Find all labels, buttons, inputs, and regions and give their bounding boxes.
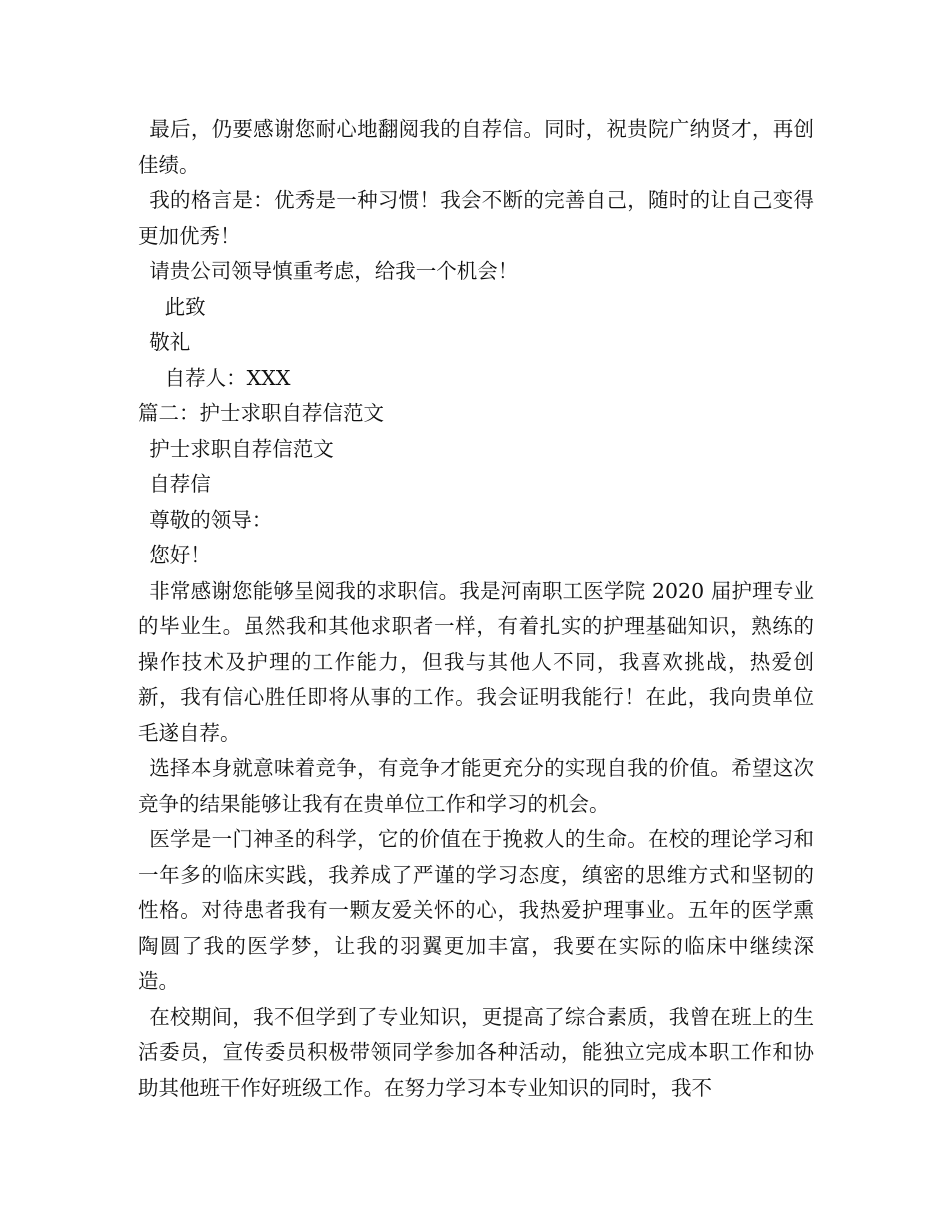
paragraph-competition: 选择本身就意味着竞争，有竞争才能更充分的实现自我的价值。希望这次竞争的结果能够让我有在贵单位工作和学习的机会。 xyxy=(138,756,814,816)
letter-hello: 您好！ xyxy=(149,543,211,567)
document-body xyxy=(138,112,814,1106)
letter-greeting: 尊敬的领导： xyxy=(149,507,273,532)
signature-line: 自荐人：XXX xyxy=(164,365,291,390)
section-heading: 篇二：护士求职自荐信范文 xyxy=(138,401,384,425)
salutation-jingli: 敬礼 xyxy=(149,330,191,354)
paragraph-school: 在校期间，我不但学到了专业知识，更提高了综合素质，我曾在班上的生活委员，宣传委员积极带领同学参加各种活动，能独立完成本职工作和协助其他班干作好班级工作。在努力学习本专业知识的同时，我不 xyxy=(138,1004,814,1100)
salutation-cizhi: 此致 xyxy=(164,294,206,319)
paragraph-introduction: 非常感谢您能够呈阅我的求职信。我是河南职工医学院 2020 届护理专业的毕业生。虽然我和其他求职者一样，有着扎实的护理基础知识，熟练的操作技术及护理的工作能力，但我与其他人不同，我喜欢挑战，热爱创新，我有信心胜任即将从事的工作。我会证明我能行！在此，我向贵单位毛遂自荐。 xyxy=(138,578,814,745)
paragraph-medicine: 医学是一门神圣的科学，它的价值在于挽救人的生命。在校的理论学习和一年多的临床实践，我养成了严谨的学习态度，缜密的思维方式和坚韧的性格。对待患者我有一颗友爱关怀的心，我热爱护理事业。五年的医学熏陶圆了我的医学梦，让我的羽翼更加丰富，我要在实际的临床中继续深造。 xyxy=(138,827,814,993)
paragraph-closing-thanks: 最后，仍要感谢您耐心地翻阅我的自荐信。同时，祝贵院广纳贤才，再创佳绩。 xyxy=(138,117,814,177)
paragraph-motto: 我的格言是：优秀是一种习惯！我会不断的完善自己，随时的让自己变得更加优秀！ xyxy=(138,188,814,248)
paragraph-request: 请贵公司领导慎重考虑，给我一个机会！ xyxy=(149,259,519,283)
letter-title: 护士求职自荐信范文 xyxy=(149,436,334,461)
letter-subtitle: 自荐信 xyxy=(149,472,211,496)
